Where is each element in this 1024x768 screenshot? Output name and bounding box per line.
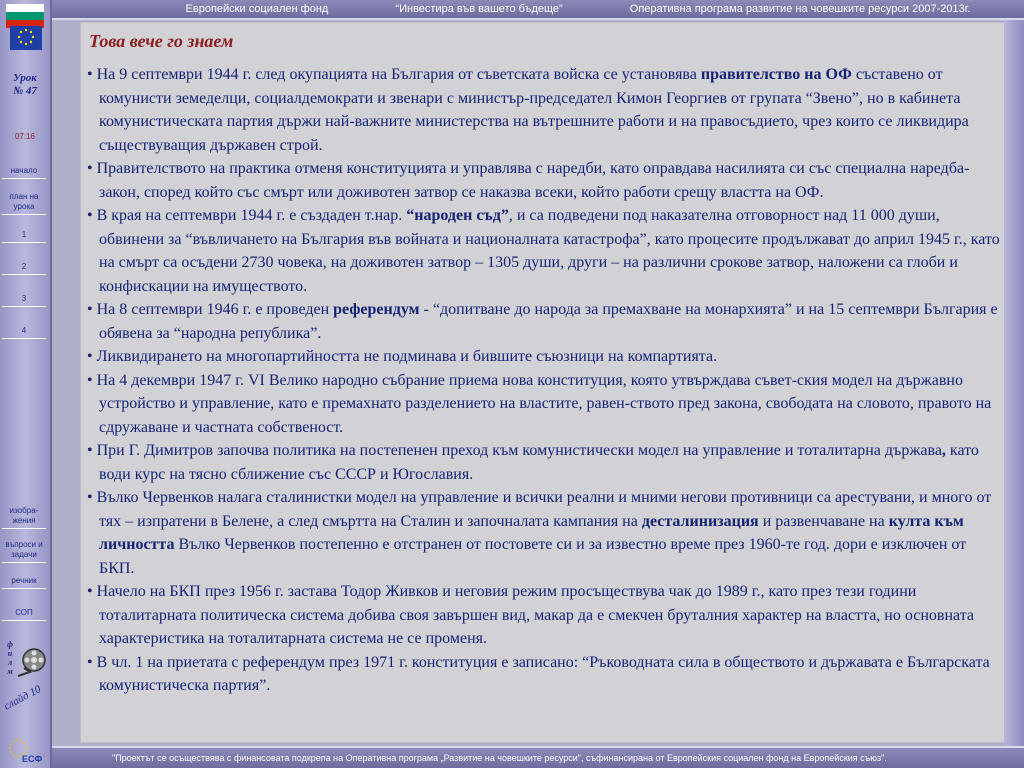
bullet-item [87, 298, 1003, 345]
bullet-text: Начело на БКП през 1956 г. застава Тодор Живков и неговия режим просъществува чак до 1989 г., като през тези години тоталитарната политическа система добива своя завършен вид, макар да е смекчен бруталния характер на властта, но основната характеристика на тоталитарната система не се променя. [96, 583, 975, 647]
nav-1[interactable]: 1 [2, 230, 46, 243]
lesson-number [0, 72, 50, 98]
bullet-text: Правителството на практика отменя конституцията и управлява с наредби, като оправдава насилията си със специална наредба-закон, според който със смърт или доживотен затвор се наказва всеки, който работи срещу властта на ОФ. [96, 160, 970, 201]
bullet-text: Вълко Червенков постепенно е отстранен от постовете си и за известно време през 1960-те год. дори е изключен от БКП. [99, 536, 967, 577]
bullet-text: - “допитване до народа за премахване на монархията” и на 15 септември България е обявена за “народна република”. [99, 301, 998, 342]
nav-2[interactable]: 2 [2, 262, 46, 275]
lesson-num: № 47 [13, 85, 37, 97]
bullet-text: В чл. 1 на приетата с референдум през 1971 г. конституция е записано: “Ръководната сила в обществото и държавата е Българската комунистическа партия”. [96, 653, 990, 694]
bullet-bold-text: правителство на ОФ [700, 66, 852, 83]
sidebar [0, 0, 52, 768]
bullet-item [87, 63, 1003, 157]
bullet-text: , и са подведени под наказателна отговорност над 11 000 души, обвинени за “въвличането на България във войната и националната катастрофа”, като процесите продължават до април 1945 г., като на смърт са осъдени 2730 човека, на доживотен затвор – 1305 души, други – на различни срокове затвор, наложени са глоби и конфискации на имуществото. [99, 207, 1000, 295]
film-reel-icon[interactable] [4, 638, 48, 688]
motto-label: “Инвестира във вашето бъдеще” [395, 3, 563, 15]
nav-4[interactable]: 4 [2, 326, 46, 339]
nav-lesson-plan[interactable]: план на урока [2, 192, 46, 215]
bullet-item [87, 439, 1003, 486]
program-label: Оперативна програма развитие на човешките ресурси 2007-2013г. [629, 3, 971, 15]
esf-logo [4, 738, 44, 766]
bullet-text: Вълко Червенков налага сталинистки модел на управление и всички реални и мними негови противници са арестувани, и много от тях – изпратени в Белене, а след смъртта на Сталин и започналата кампания на [96, 489, 992, 530]
fund-label: Европейски социален фонд [185, 3, 329, 15]
content-panel [80, 22, 1005, 743]
slide-number: слайд 10 [2, 683, 44, 713]
bullet-item [87, 580, 1003, 651]
bullet-list [87, 63, 1003, 698]
right-border [1004, 20, 1024, 746]
bullet-item [87, 369, 1003, 440]
lesson-label: Урок [13, 72, 37, 84]
bullet-bold-text: “народен съд” [406, 207, 509, 224]
nav-home[interactable]: начало [2, 166, 46, 179]
nav-dictionary[interactable]: речник [2, 576, 46, 589]
bullet-bold-text: , [941, 442, 946, 459]
bullet-text: На 4 декември 1947 г. VI Велико народно събрание приема нова конституция, която утвърждава съвет-ския модел на държавно устройство и управление, като е премахнато разделението на властите, равен-ството пред закона, свободата на словото, правото на сдружаване и частната собственост. [96, 371, 992, 436]
bullet-item [87, 157, 1003, 204]
nav-3[interactable]: 3 [2, 294, 46, 307]
flag-icon [6, 4, 44, 50]
slide-title: Това вече го знаем [89, 31, 234, 51]
bullet-bold-text: култа към личността [99, 512, 964, 553]
nav-sop[interactable]: СОП [2, 608, 46, 621]
bullet-item [87, 651, 1003, 698]
bullet-text: и развенчаване на [758, 512, 889, 530]
nav-questions[interactable]: въпроси и задачи [2, 540, 46, 563]
bullet-item [87, 204, 1003, 298]
bullet-text: На 9 септември 1944 г. след окупацията на България от съветската войска се установява [96, 66, 701, 83]
bullet-text: При Г. Димитров започва политика на постепенен преход към комунистически модел на управление и тоталитарна държава [96, 442, 942, 459]
bullet-text: На 8 септември 1946 г. е проведен [96, 301, 334, 318]
bullet-text: Ликвидирането на многопартийността не подминава и бившите съюзници на компартията. [96, 348, 718, 365]
clock-time: 07:16 [14, 132, 36, 141]
bullet-bold-text: десталинизация [641, 512, 759, 530]
bullet-text: като води курс на тясно сближение със СССР и Югославия. [99, 442, 979, 483]
bullet-item [87, 486, 1003, 580]
bullet-text: съставено от комунисти земеделци, социалдемократи и звенари с министър-председател Кимон Георгиев от групата “Звено”, но в кабинета комунистическата партия държи най-важните министерства на вътрешните работи и на правосъдието, чрез които се ликвидира съществуващия държавен строй. [99, 66, 969, 154]
bullet-item [87, 345, 1003, 369]
top-banner [52, 0, 1024, 20]
nav-images[interactable]: изобра-жения [2, 506, 46, 529]
film-label[interactable]: ф и л м [7, 640, 13, 676]
footer-text: "Проектът се осъществява с финансовата подкрепа на Оперативна програма „Развитие на човешките ресурси", съфинансирана от Европейския социален фонд на Европейския съюз". [112, 753, 887, 763]
footer-banner [52, 746, 1024, 768]
bullet-text: В края на септември 1944 г. е създаден т.нар. [96, 207, 407, 224]
bullet-bold-text: референдум [333, 301, 420, 318]
svg-text:ЕСФ: ЕСФ [22, 754, 43, 764]
